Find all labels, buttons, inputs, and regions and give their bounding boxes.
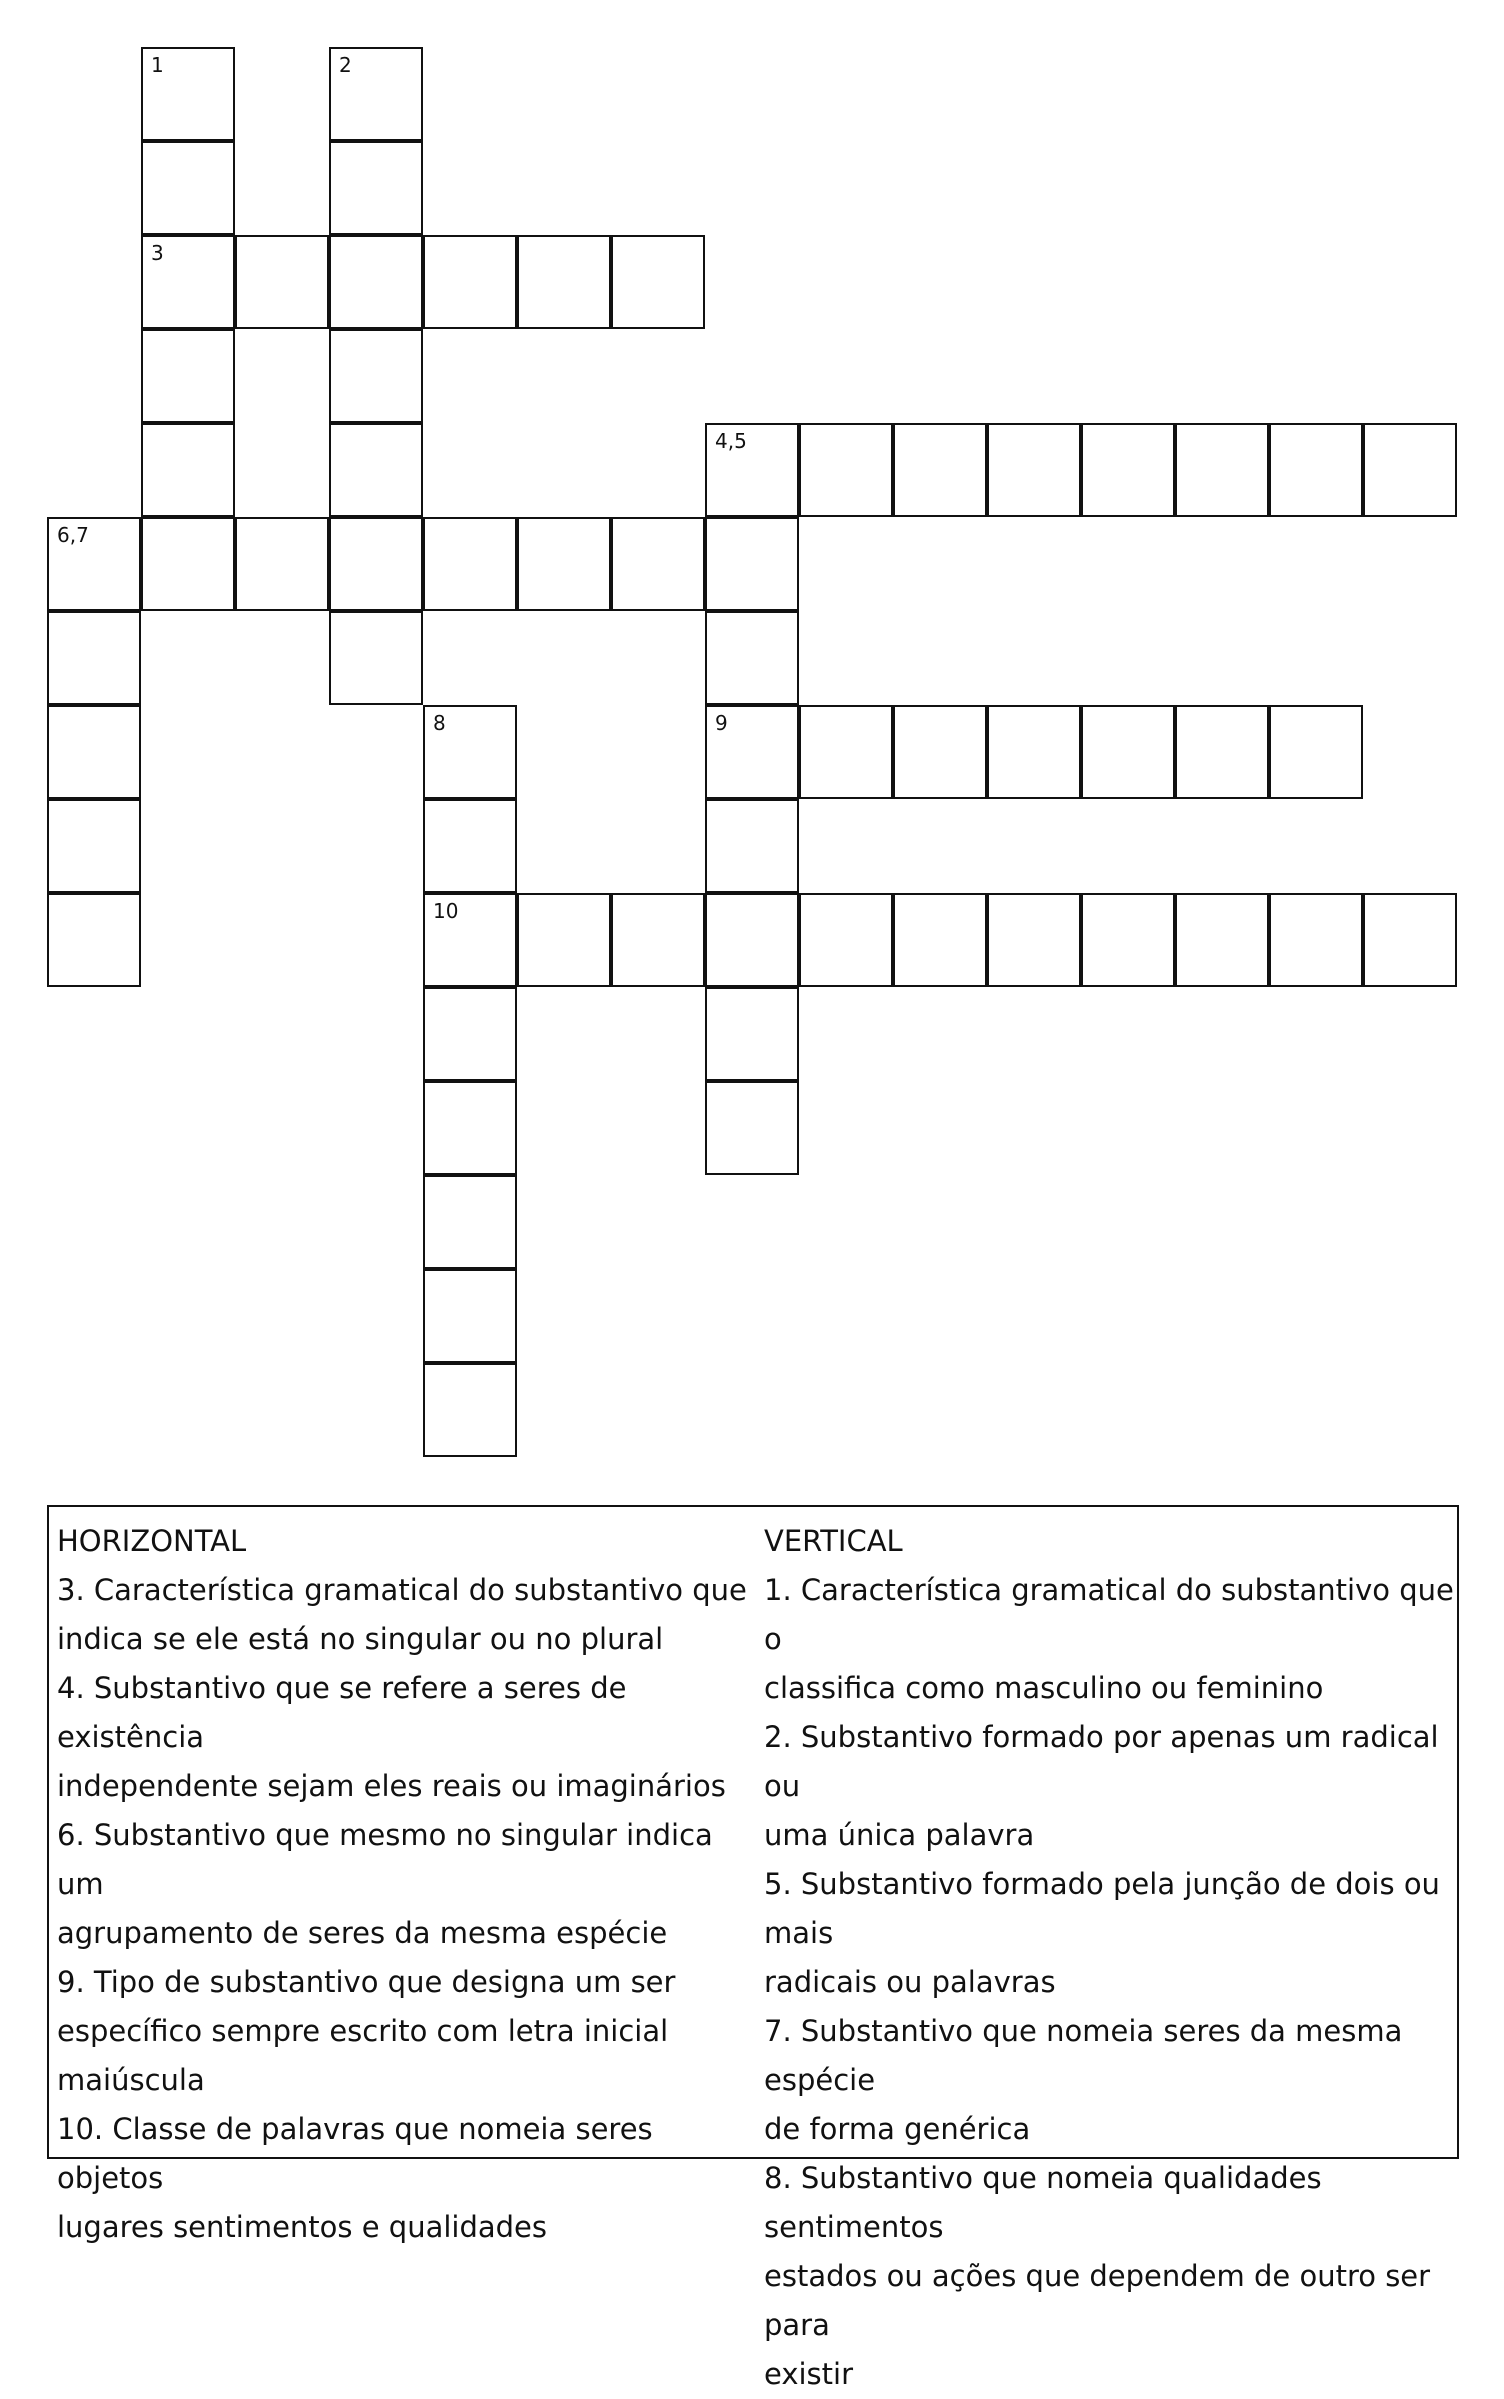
crossword-cell[interactable] (611, 517, 705, 611)
crossword-cell[interactable] (235, 517, 329, 611)
crossword-cell[interactable] (329, 47, 423, 141)
clue-line: radicais ou palavras (764, 1965, 1056, 1999)
crossword-cell[interactable] (705, 423, 799, 517)
clue-number: 3 (151, 241, 164, 265)
crossword-cell[interactable] (987, 423, 1081, 517)
crossword-cell[interactable] (141, 141, 235, 235)
clue-number: 9 (715, 711, 728, 735)
crossword-cell[interactable] (705, 517, 799, 611)
crossword-cell[interactable] (329, 611, 423, 705)
crossword-cell[interactable] (423, 517, 517, 611)
crossword-cell[interactable] (705, 1081, 799, 1175)
crossword-cell[interactable] (141, 235, 235, 329)
crossword-cell[interactable] (611, 893, 705, 987)
crossword-cell[interactable] (423, 1269, 517, 1363)
horizontal-title: HORIZONTAL (57, 1524, 247, 1558)
clue-line: 2. Substantivo formado por apenas um radical ou (764, 1720, 1439, 1803)
crossword-cell[interactable] (423, 235, 517, 329)
crossword-cell[interactable] (141, 423, 235, 517)
crossword-cell[interactable] (329, 423, 423, 517)
crossword-cell[interactable] (329, 235, 423, 329)
clue-line: 10. Classe de palavras que nomeia seres objetos (57, 2112, 653, 2195)
clue-line: independente sejam eles reais ou imaginários (57, 1769, 726, 1803)
crossword-cell[interactable] (1269, 423, 1363, 517)
clue-line: 4. Substantivo que se refere a seres de existência (57, 1671, 627, 1754)
vertical-clues (764, 1517, 1454, 2399)
crossword-cell[interactable] (423, 705, 517, 799)
clue-line: existir (764, 2357, 854, 2391)
vertical-title: VERTICAL (764, 1524, 903, 1558)
crossword-cell[interactable] (141, 517, 235, 611)
crossword-cell[interactable] (517, 893, 611, 987)
crossword-cell[interactable] (705, 705, 799, 799)
clue-line: uma única palavra (764, 1818, 1035, 1852)
crossword-cell[interactable] (47, 705, 141, 799)
crossword-cell[interactable] (423, 1175, 517, 1269)
crossword-cell[interactable] (705, 893, 799, 987)
crossword-cell[interactable] (235, 235, 329, 329)
crossword-cell[interactable] (423, 893, 517, 987)
clue-number: 1 (151, 53, 164, 77)
crossword-cell[interactable] (987, 705, 1081, 799)
clue-line: de forma genérica (764, 2112, 1031, 2146)
clue-line: 6. Substantivo que mesmo no singular indica um (57, 1818, 713, 1901)
clue-line: 7. Substantivo que nomeia seres da mesma espécie (764, 2014, 1403, 2097)
crossword-cell[interactable] (141, 329, 235, 423)
clue-number: 6,7 (57, 523, 89, 547)
crossword-cell[interactable] (47, 893, 141, 987)
crossword-cell[interactable] (893, 893, 987, 987)
crossword-cell[interactable] (799, 893, 893, 987)
crossword-cell[interactable] (1081, 893, 1175, 987)
crossword-cell[interactable] (1175, 893, 1269, 987)
crossword-cell[interactable] (987, 893, 1081, 987)
clue-line: indica se ele está no singular ou no plural (57, 1622, 664, 1656)
crossword-cell[interactable] (1081, 423, 1175, 517)
crossword-cell[interactable] (1081, 705, 1175, 799)
crossword-cell[interactable] (423, 1081, 517, 1175)
clue-line: 8. Substantivo que nomeia qualidades sentimentos (764, 2161, 1322, 2244)
clue-number: 2 (339, 53, 352, 77)
crossword-cell[interactable] (517, 235, 611, 329)
crossword-cell[interactable] (329, 517, 423, 611)
crossword-cell[interactable] (611, 235, 705, 329)
clue-line: maiúscula (57, 2063, 205, 2097)
clue-line: agrupamento de seres da mesma espécie (57, 1916, 668, 1950)
crossword-cell[interactable] (1269, 893, 1363, 987)
crossword-cell[interactable] (423, 1363, 517, 1457)
crossword-cell[interactable] (329, 329, 423, 423)
crossword-cell[interactable] (47, 611, 141, 705)
clue-line: específico sempre escrito com letra inicial (57, 2014, 669, 2048)
crossword-cell[interactable] (329, 141, 423, 235)
clue-line: 3. Característica gramatical do substantivo que (57, 1573, 747, 1607)
horizontal-clues (57, 1517, 747, 2252)
crossword-cell[interactable] (423, 799, 517, 893)
clue-line: classifica como masculino ou feminino (764, 1671, 1324, 1705)
crossword-cell[interactable] (1363, 423, 1457, 517)
crossword-cell[interactable] (705, 611, 799, 705)
crossword-cell[interactable] (1363, 893, 1457, 987)
clue-line: 1. Característica gramatical do substantivo que o (764, 1573, 1454, 1656)
crossword-cell[interactable] (1175, 705, 1269, 799)
crossword-cell[interactable] (47, 799, 141, 893)
crossword-cell[interactable] (705, 799, 799, 893)
clue-line: estados ou ações que dependem de outro ser para (764, 2259, 1431, 2342)
clue-line: 9. Tipo de substantivo que designa um ser (57, 1965, 676, 1999)
clue-number: 10 (433, 899, 459, 923)
crossword-cell[interactable] (517, 517, 611, 611)
crossword-cell[interactable] (47, 517, 141, 611)
crossword-cell[interactable] (893, 423, 987, 517)
crossword-cell[interactable] (893, 705, 987, 799)
clues-box (47, 1505, 1459, 2391)
clue-line: lugares sentimentos e qualidades (57, 2210, 548, 2244)
clue-line: 5. Substantivo formado pela junção de dois ou mais (764, 1867, 1440, 1950)
crossword-cell[interactable] (1269, 705, 1363, 799)
crossword-cell[interactable] (141, 47, 235, 141)
clue-number: 4,5 (715, 429, 747, 453)
clue-number: 8 (433, 711, 446, 735)
crossword-cell[interactable] (705, 987, 799, 1081)
crossword-cell[interactable] (799, 705, 893, 799)
crossword-cell[interactable] (799, 423, 893, 517)
crossword-cell[interactable] (1175, 423, 1269, 517)
crossword-cell[interactable] (423, 987, 517, 1081)
